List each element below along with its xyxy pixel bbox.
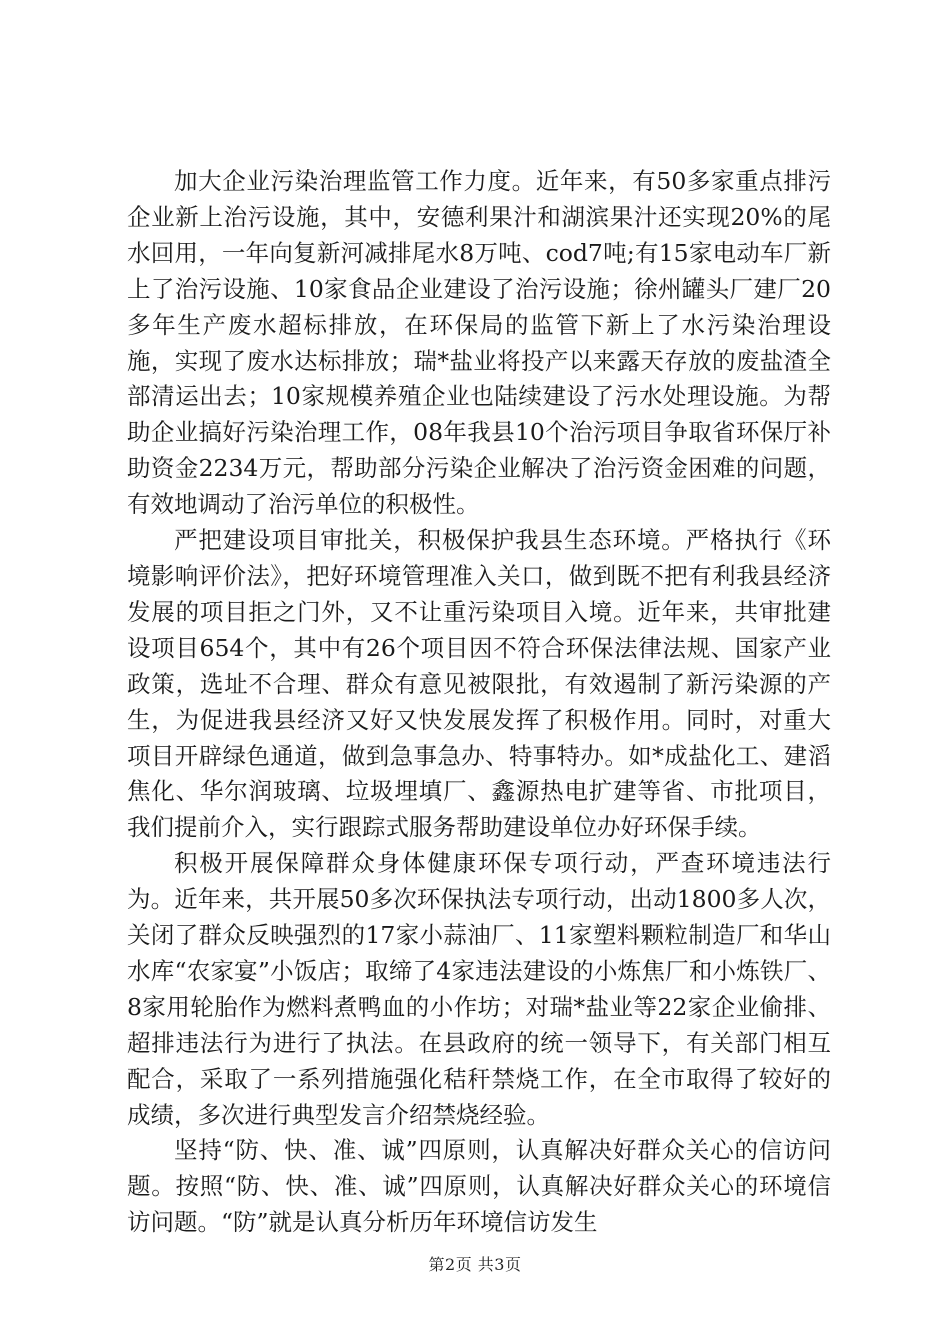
paragraph-enforcement-action: 积极开展保障群众身体健康环保专项行动，严查环境违法行为。近年来，共开展50多次环保执法专项行动，出动1800多人次，关闭了群众反映强烈的17家小蒜油厂、11家塑料颗粒制造厂和华山水库“农家宴”小饭店；取缔了4家违法建设的小炼焦厂和小炼铁厂、8家用轮胎作为燃料煮鸭血的小作坊；对瑞*盐业等22家企业偷排、超排违法行为进行了执法。在县政府的统一领导下，有关部门相互配合，采取了一系列措施强化秸秆禁烧工作，在全市取得了较好的成绩，多次进行典型发言介绍禁烧经验。: [127, 849, 831, 1129]
page-number-footer: 第2页 共3页: [428, 1255, 522, 1274]
paragraph-enterprise-pollution: 加大企业污染治理监管工作力度。近年来，有50多家重点排污企业新上治污设施，其中，安德利果汁和湖滨果汁还实现20%的尾水回用，一年向复新河减排尾水8万吨、cod7吨;有15家电动车厂新上了治污设施、10家食品企业建设了治污设施；徐州罐头厂建厂20多年生产废水超标排放，在环保局的监管下新上了水污染治理设施，实现了废水达标排放；瑞*盐业将投产以来露天存放的废盐渣全部清运出去；10家规模养殖企业也陆续建设了污水处理设施。为帮助企业搞好污染治理工作，08年我县10个治污项目争取省环保厅补助资金2234万元，帮助部分污染企业解决了治污资金困难的问题，有效地调动了治污单位的积极性。: [127, 167, 831, 519]
document-body: [127, 164, 831, 1241]
paragraph-petition-handling: 坚持“防、快、准、诚”四原则，认真解决好群众关心的信访问题。按照“防、快、准、诚”四原则，认真解决好群众关心的环境信访问题。“防”就是认真分析历年环境信访发生: [127, 1136, 831, 1237]
paragraph-project-approval: 严把建设项目审批关，积极保护我县生态环境。严格执行《环境影响评价法》，把好环境管理准入关口，做到既不把有利我县经济发展的项目拒之门外，又不让重污染项目入境。近年来，共审批建设项目654个，其中有26个项目因不符合环保法律法规、国家产业政策，选址不合理、群众有意见被限批，有效遏制了新污染源的产生，为促进我县经济又好又快发展发挥了积极作用。同时，对重大项目开辟绿色通道，做到急事急办、特事特办。如*成盐化工、建滔焦化、华尔润玻璃、垃圾埋填厂、鑫源热电扩建等省、市批项目，我们提前介入，实行跟踪式服务帮助建设单位办好环保手续。: [127, 526, 831, 842]
